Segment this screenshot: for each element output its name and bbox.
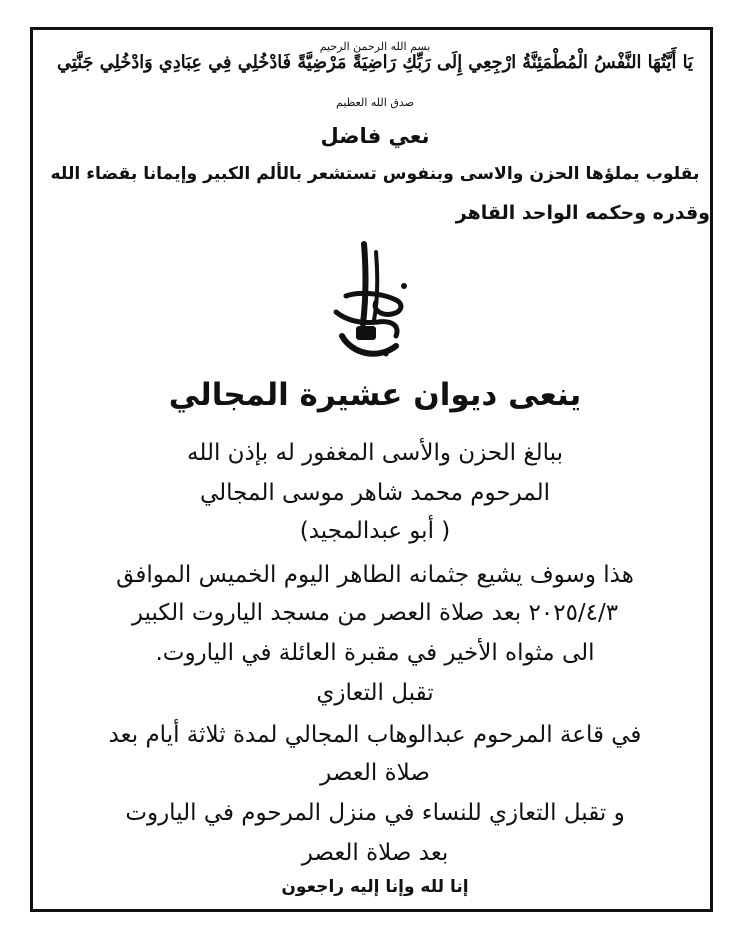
deceased-name: المرحوم محمد شاهر موسى المجالي bbox=[200, 480, 550, 506]
closing-prayer: إنا لله وإنا إليه راجعون bbox=[281, 877, 469, 897]
body-line: ببالغ الحزن والأسى المغفور له بإذن الله bbox=[187, 440, 563, 466]
body-line: و تقبل التعازي للنساء في منزل المرحوم في الياروت bbox=[125, 800, 625, 826]
family-calligraphy-emblem bbox=[316, 238, 426, 368]
condolences-heading: تقبل التعازي bbox=[316, 680, 434, 706]
intro-line-2: وقدره وحكمه الواحد القاهر bbox=[455, 202, 710, 224]
deceased-kunya: ( أبو عبدالمجيد) bbox=[299, 518, 451, 544]
body-line: صلاة العصر bbox=[320, 760, 430, 786]
body-line: الى مثواه الأخير في مقبرة العائلة في الياروت. bbox=[155, 640, 595, 666]
notice-heading: نعي فاضل bbox=[320, 124, 430, 148]
body-line: في قاعة المرحوم عبدالوهاب المجالي لمدة ثلاثة أيام بعد bbox=[108, 722, 642, 748]
body-line: بعد صلاة العصر bbox=[301, 840, 449, 866]
body-line: هذا وسوف يشيع جثمانه الطاهر اليوم الخميس الموافق bbox=[116, 562, 634, 588]
tribe-announcement: ينعى ديوان عشيرة المجالي bbox=[168, 377, 582, 413]
funeral-date-line: ٢٠٢٥/٤/٣ بعد صلاة العصر من مسجد الياروت الكبير bbox=[131, 600, 619, 626]
intro-line-1: بقلوب يملؤها الحزن والاسى وبنفوس تستشعر بالألم الكبير وإيمانا بقضاء الله bbox=[50, 164, 700, 184]
basmala: بسم الله الرحمن الرحيم bbox=[319, 40, 431, 53]
verse-closing: صدق الله العظيم bbox=[336, 96, 414, 109]
quran-verse: يَا أَيَّتُهَا النَّفْسُ الْمُطْمَئِنَّةُ ارْجِعِي إِلَى رَبِّكِ رَاضِيَةً مَرْضِيَّةً فَادْخُلِي فِي عِبَادِي وَادْخُلِي جَنَّتِي bbox=[57, 52, 693, 73]
